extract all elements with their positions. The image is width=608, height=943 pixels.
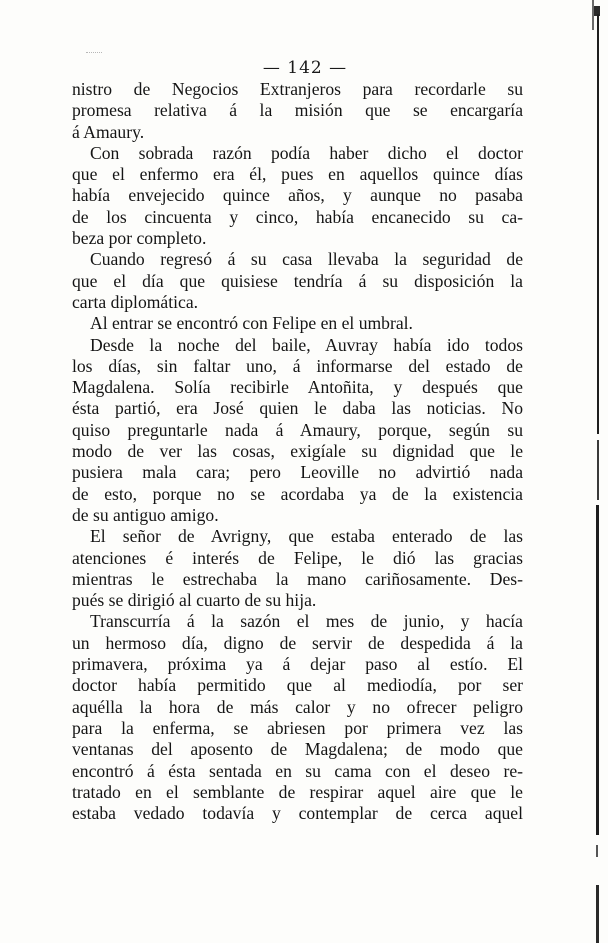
text-line: Transcurría á la sazón el mes de junio, y hacía <box>90 611 523 632</box>
text-line: atenciones é interés de Felipe, le dió las gracias <box>72 547 523 568</box>
text-line: doctor había permitido que al mediodía, por ser <box>72 675 523 696</box>
text-line: beza por completo. <box>72 228 207 249</box>
page-edge-shadow <box>592 0 602 943</box>
text-line: Desde la noche del baile, Auvray había ido todos <box>90 334 523 355</box>
text-line: aquélla la hora de más calor y no ofrecer peligro <box>72 696 523 717</box>
text-line: un hermoso día, digno de servir de despedida á la <box>72 632 523 653</box>
text-line: El señor de Avrigny, que estaba enterado de las <box>90 526 523 547</box>
text-line: de esto, porque no se acordaba ya de la existencia <box>72 483 523 504</box>
text-line: pués se dirigió al cuarto de su hija. <box>72 590 317 611</box>
text-line: estaba vedado todavía y contemplar de cerca aquel <box>72 803 523 824</box>
text-line: Con sobrada razón podía haber dicho el doctor <box>90 142 523 163</box>
body-text <box>72 79 523 824</box>
text-line: tratado en el semblante de respirar aquel aire que le <box>72 781 523 802</box>
text-line: de su antiguo amigo. <box>72 504 219 525</box>
text-line: Cuando regresó á su casa llevaba la seguridad de <box>90 249 523 270</box>
text-line: Magdalena. Solía recibirle Antoñita, y después que <box>72 377 523 398</box>
text-line: de los cincuenta y cinco, había encanecido su ca- <box>72 206 523 227</box>
text-line: ventanas del aposento de Magdalena; de modo que <box>72 739 523 760</box>
text-line: primavera, próxima ya á dejar paso al estío. El <box>72 654 523 675</box>
text-line: los días, sin faltar uno, á informarse del estado de <box>72 355 523 376</box>
text-line: ésta partió, era José quien le daba las noticias. No <box>72 398 523 419</box>
text-line: Al entrar se encontró con Felipe en el umbral. <box>90 313 413 334</box>
text-line: que el enfermo era él, pues en aquellos quince días <box>72 164 523 185</box>
text-line: nistro de Negocios Extranjeros para recordarle su <box>72 79 523 99</box>
text-line: que el día que quisiese tendría á su disposición la <box>72 270 523 291</box>
text-line: encontró á ésta sentada en su cama con el deseo re- <box>72 760 523 781</box>
text-line: modo de ver las cosas, exigíale su dignidad que le <box>72 441 523 462</box>
print-mark <box>86 52 102 55</box>
text-line: promesa relativa á la misión que se encargaría <box>72 100 523 121</box>
text-line: mientras le estrechaba la mano cariñosamente. Des- <box>72 568 523 589</box>
text-line: carta diplomática. <box>72 291 199 312</box>
text-line: pusiera mala cara; pero Leoville no advirtió nada <box>72 462 523 483</box>
text-line: para la enferma, se abriesen por primera vez las <box>72 717 523 738</box>
text-line: quiso preguntarle nada á Amaury, porque, según su <box>72 419 523 440</box>
text-line: había envejecido quince años, y aunque no pasaba <box>72 185 523 206</box>
page-number: — 142 — <box>262 58 348 78</box>
text-line: á Amaury. <box>72 121 145 142</box>
